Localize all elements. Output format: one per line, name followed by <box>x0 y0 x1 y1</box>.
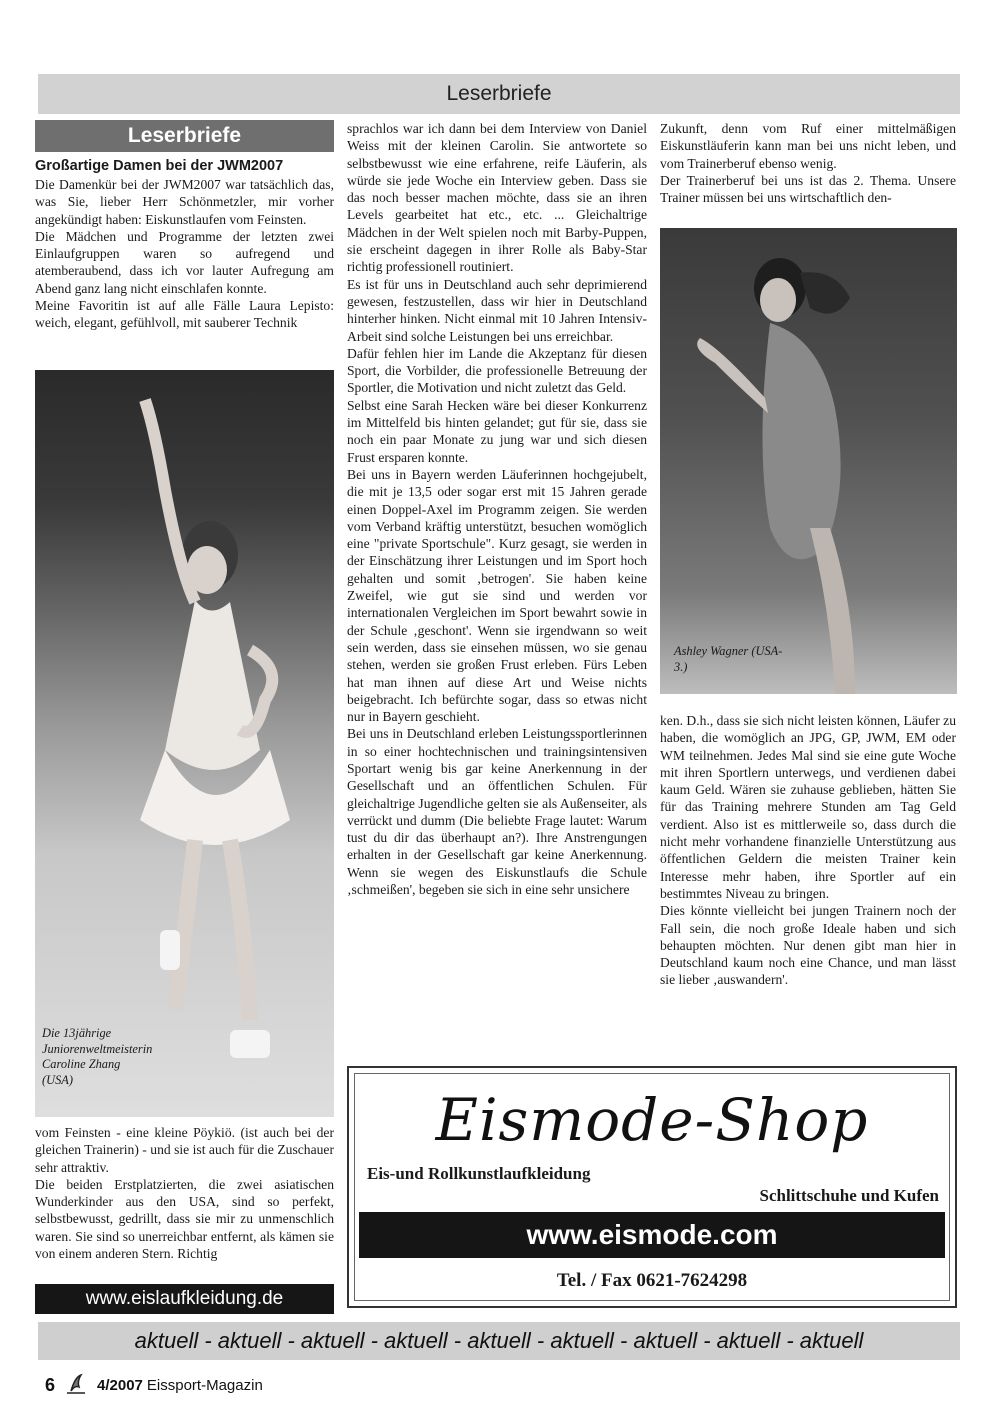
paragraph: Die Mädchen und Programme der letzten zwei Einlaufgruppen waren so aufregend und atemberaubend, dass ich vor lauter Aufregung am Abend ganz lang nicht einschlafen konnte. <box>35 228 334 296</box>
column-1-top <box>35 120 334 332</box>
paragraph: Die Damenkür bei der JWM2007 war tatsächlich das, was Sie, lieber Herr Schönmetzler, mir vorher angekündigt haben: Eiskunstlaufen vom Feinsten. <box>35 177 334 227</box>
paragraph: Bei uns in Deutschland erleben Leistungssportlerinnen in so einer hochtechnischen und trainingsintensiven Sportart wenig bis gar keine Anerkennung in der Gesellschaft und an öffentlichen Schulen. Für gleichaltrige Jugendliche gelten sie als Außenseiter, als verrückt und dumm (Die beliebte Frage lautet: Warum tust du dir das überhaupt an?). Ihre Anstrengungen erhalten in der Gesellschaft gar keine Anerkennung. Wenn sie wegen des Eiskunstlaufs die Schule ‚schmeißen', begeben sie sich in eine sehr unsichere <box>347 726 647 898</box>
ad-subtitle-skates: Schlittschuhe und Kufen <box>759 1186 939 1205</box>
photo1-caption: Die 13jährige Juniorenweltmeisterin Caroline Zhang (USA) <box>42 1026 153 1087</box>
ad-subtitle-clothing: Eis-und Rollkunstlaufkleidung <box>367 1164 591 1183</box>
photo2-caption: Ashley Wagner (USA-3.) <box>674 644 783 674</box>
article-title: Großartige Damen bei der JWM2007 <box>35 158 284 174</box>
paragraph: Zukunft, denn vom Ruf einer mittelmäßigen Eiskunstläuferin kann man bei uns nicht leben, und vom Trainerberuf ebenso wenig. <box>660 121 956 171</box>
skater-figure-illustration <box>660 228 957 694</box>
paragraph: Dies könnte vielleicht bei jungen Trainern noch der Fall sein, die noch große Ideale haben und sich behaupten möchten. Nur denen gibt man hier in Deutschland kaum noch eine Chance, und man lässt sie lieber ‚auswandern'. <box>660 903 956 988</box>
header-title: Leserbriefe <box>446 82 552 105</box>
paragraph: vom Feinsten - eine kleine Pöykiö. (ist auch bei der gleichen Trainerin) - und sie ist auch für die Zuschauer sehr attraktiv. <box>35 1125 334 1175</box>
paragraph: Selbst eine Sarah Hecken wäre bei dieser Konkurrenz im Mittelfeld bis hinten gelandet; gut für sie, dass sie noch ein paar Monate zu jung war und sich diesen Frust ersparen konnte. <box>347 397 647 465</box>
issue-number: 4/2007 <box>97 1376 143 1394</box>
paragraph: Der Trainerberuf bei uns ist das 2. Thema. Unsere Trainer müssen bei uns wirtschaftlich den- <box>660 172 956 206</box>
skater-photo-ashley-wagner <box>660 228 957 694</box>
paragraph: Meine Favoritin ist auf alle Fälle Laura Lepisto: weich, elegant, gefühlvoll, mit sauberer Technik <box>35 298 334 331</box>
skater-photo-caroline-zhang <box>35 370 334 1117</box>
ad-website-text: www.eismode.com <box>526 1219 778 1250</box>
skater-figure-illustration <box>35 370 334 1117</box>
paragraph: Es ist für uns in Deutschland auch sehr deprimierend gewesen, festzustellen, dass wir hier in Deutschland hinterher hinken. Nicht einmal mit 10 Jahren Intensiv-Arbeit sind solche Leistungen bei uns erreichbar. <box>347 276 647 344</box>
ad-phone: Tel. / Fax 0621-7624298 <box>556 1270 748 1291</box>
aktuell-banner <box>38 1322 960 1360</box>
paragraph: ken. D.h., dass sie sich nicht leisten können, Läufer zu haben, die womöglich an JPG, GP, JWM, EM oder WM teilnehmen. Jedes Mal sind sie eine gute Woche mit ihren Sportlern unterwegs, und verdienen dabei kaum Geld. Wären sie zuhause geblieben, hätten Sie für das Training mehrere Stunden am Tag Geld verdient. Also ist es mittlerweile so, dass durch die nicht mehr vorhandene finanzielle Unterstützung aus öffentlichen Geldern die meisten Trainer kein Interesse mehr haben, ihre Sportler auf ein bestimmtes Niveau zu bringen. <box>660 713 956 901</box>
ad-title: Eismode-Shop <box>435 1086 869 1154</box>
page-number: 6 <box>45 1374 56 1395</box>
column-3-bottom <box>660 712 956 989</box>
column-2 <box>347 120 647 898</box>
skater-logo-icon <box>63 1373 89 1397</box>
page-header <box>38 74 960 114</box>
aktuell-text: aktuell - aktuell - aktuell - aktuell - aktuell - aktuell - aktuell - aktuell - aktuell <box>134 1328 864 1353</box>
eislaufkleidung-url-banner[interactable] <box>35 1284 334 1314</box>
eismode-shop-advertisement[interactable] <box>347 1066 957 1308</box>
column-3-top <box>660 120 956 206</box>
paragraph: Dafür fehlen hier im Lande die Akzeptanz für diesen Sport, die Vorbilder, die professionelle Betreuung der Sportler, die Motivation und nicht zuletzt das Geld. <box>347 345 647 396</box>
section-title: Leserbriefe <box>35 120 334 152</box>
paragraph: Die beiden Erstplatzierten, die zwei asiatischen Wunderkinder aus den USA, sind so perfekt, selbstbewusst, gedrillt, dass sie mir zu unmenschlich waren. Sie sind so unerreichbar entfernt, als kämen sie von einem anderen Stern. Richtig <box>35 1176 334 1262</box>
ad-website-banner[interactable] <box>359 1212 945 1258</box>
page-footer <box>45 1372 263 1398</box>
paragraph: Bei uns in Bayern werden Läuferinnen hochgejubelt, die mit je 13,5 oder sogar erst mit 15 Jahren gerade einen Doppel-Axel im Programm zeigen. Sie werden vom Verband kräftig unterstützt, besuchen womöglich eine "private Sportschule". Kurz gesagt, sie werden in der Einschätzung ihrer Leistungen und im Sport hoch gehalten und somit ‚betrogen'. Sie haben keine Zweifel, wie gut sie sind und werden vor internationalen Vergleichen im Sport bewahrt sowie in der Schule ‚geschont'. Wenn sie irgendwann so weit sein werden, dass sie einsehen müssen, wo sie genau stehen, werden sie großen Frust erleben. Fürs Leben hat man ihnen auf diese Art und Weise nichts beigebracht. Ich befürchte sogar, dass so etwas nicht nur in Bayern geschieht. <box>347 466 647 725</box>
column-1-bottom <box>35 1124 334 1262</box>
url-text: www.eislaufkleidung.de <box>85 1288 284 1309</box>
paragraph: sprachlos war ich dann bei dem Interview von Daniel Weiss mit der kleinen Carolin. Sie antwortete so selbstbewusst wie eine erfahrene, reife Läuferin, als würde sie jede Woche ein Interview geben. Dass sie das noch besser machen möchte, dass sie an ihren Levels gearbeitet hat etc., etc. ... Gleichaltrige Mädchen in der Welt spielen noch mit Barby-Puppen, sie erscheint dagegen in ihrer Rolle als Baby-Star richtig professionell routiniert. <box>347 121 647 275</box>
magazine-name: Eissport-Magazin <box>146 1376 263 1394</box>
